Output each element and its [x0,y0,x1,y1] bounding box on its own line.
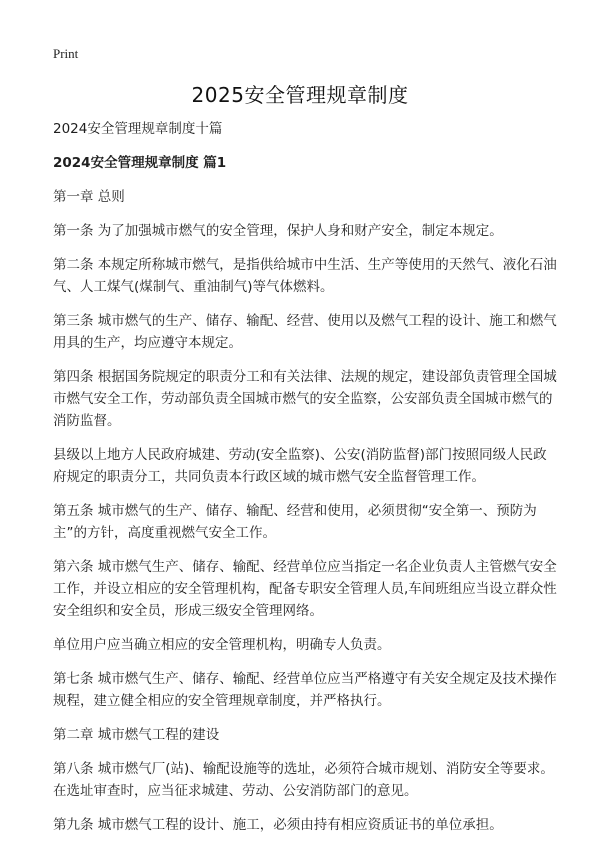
paragraph: 第七条 城市燃气生产、储存、输配、经营单位应当严格遵守有关安全规定及技术操作规程，建立健全相应的安全管理规章制度，并严格执行。 [53,671,557,709]
paragraph: 第八条 城市燃气厂(站)、输配设施等的选址，必须符合城市规划、消防安全等要求。在选址审查时，应当征求城建、劳动、公安消防部门的意见。 [53,761,554,799]
paragraph: 单位用户应当确立相应的安全管理机构，明确专人负责。 [53,637,391,653]
document-body [53,118,558,848]
chapter-heading: 第一章 总则 [53,189,125,205]
paragraph: 县级以上地方人民政府城建、劳动(安全监察)、公安(消防监督)部门按照同级人民政府规定的职责分工，共同负责本行政区域的城市燃气安全监督管理工作。 [53,447,547,485]
paragraph: 第五条 城市燃气的生产、储存、输配、经营和使用，必须贯彻“安全第一、预防为主”的方针，高度重视燃气安全工作。 [53,503,537,541]
paragraph: 第九条 城市燃气工程的设计、施工，必须由持有相应资质证书的单位承担。 [53,817,503,833]
paragraph: 第六条 城市燃气生产、储存、输配、经营单位应当指定一名企业负责人主管燃气安全工作，并设立相应的安全管理机构，配备专职安全管理人员,车间班组应当设立群众性安全组织和安全员，形成三级安全管理网络。 [53,559,557,619]
chapter-heading: 第二章 城市燃气工程的建设 [53,727,220,743]
print-label: Print [53,46,79,61]
document-subtitle: 2024安全管理规章制度十篇 [53,121,223,137]
paragraph: 第四条 根据国务院规定的职责分工和有关法律、法规的规定，建设部负责管理全国城市燃气安全工作，劳动部负责全国城市燃气的安全监察，公安部负责全国城市燃气的消防监督。 [53,369,557,429]
paragraph: 第三条 城市燃气的生产、储存、输配、经营、使用以及燃气工程的设计、施工和燃气用具的生产，均应遵守本规定。 [53,313,557,351]
paragraph: 第二条 本规定所称城市燃气，是指供给城市中生活、生产等使用的天然气、液化石油气、人工煤气(煤制气、重油制气)等气体燃料。 [53,257,557,295]
paragraph-list [53,186,558,836]
section-heading: 2024安全管理规章制度 篇1 [53,155,227,171]
paragraph: 第一条 为了加强城市燃气的安全管理，保护人身和财产安全，制定本规定。 [53,223,503,239]
page-title: 2025安全管理规章制度 [191,83,409,107]
